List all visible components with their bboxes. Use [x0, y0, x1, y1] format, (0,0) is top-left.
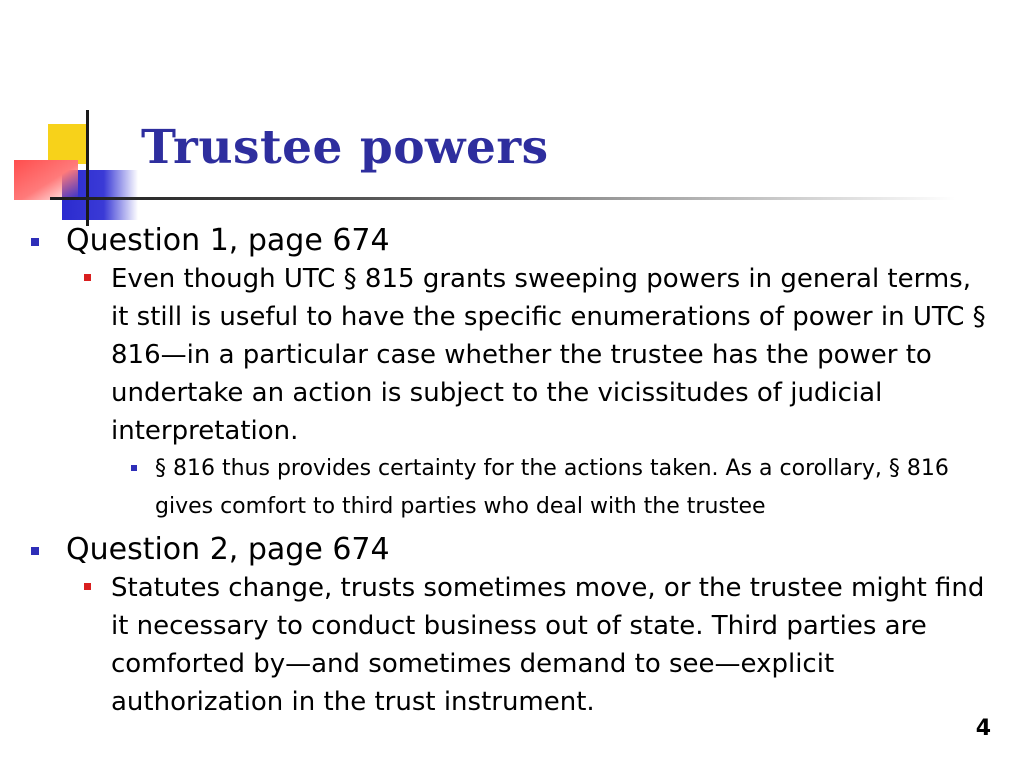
sub-bullet-text: Statutes change, trusts sometimes move, or the trustee might find it necessary to conduct business out of state. Third parties are comforted by—and sometimes demand to see—explicit authorization in the trust instrument.	[111, 573, 985, 717]
square-bullet-icon	[31, 238, 39, 246]
sub-bullet-text: Even though UTC § 815 grants sweeping powers in general terms, it still is useful to have the specific enumerations of power in UTC § 816—in a particular case whether the trustee has the power to undertake an action is subject to the vicissitudes of judicial interpretation.	[111, 264, 986, 446]
square-bullet-icon	[84, 274, 91, 281]
bullet-text: Question 2, page 674	[66, 532, 390, 567]
square-bullet-icon	[84, 583, 91, 590]
bullet-question-2	[0, 531, 1024, 569]
sub-sub-bullet-816-certainty	[0, 450, 1024, 526]
square-bullet-icon	[131, 465, 137, 471]
bullet-question-1	[0, 222, 1024, 260]
sub-bullet-utc-815	[0, 260, 1024, 450]
decor-vertical-line	[86, 110, 89, 226]
decor-yellow-square	[48, 124, 86, 164]
title-underline	[50, 197, 955, 200]
slide-title: Trustee powers	[141, 120, 549, 175]
bullet-text: Question 1, page 674	[66, 223, 390, 258]
sub-bullet-statutes-change	[0, 569, 1024, 721]
decor-red-square	[14, 160, 78, 200]
square-bullet-icon	[31, 547, 39, 555]
slide-body	[0, 222, 1024, 721]
sub-sub-bullet-text: § 816 thus provides certainty for the actions taken. As a corollary, § 816 gives comfort to third parties who deal with the trustee	[155, 456, 949, 519]
page-number: 4	[975, 716, 991, 741]
